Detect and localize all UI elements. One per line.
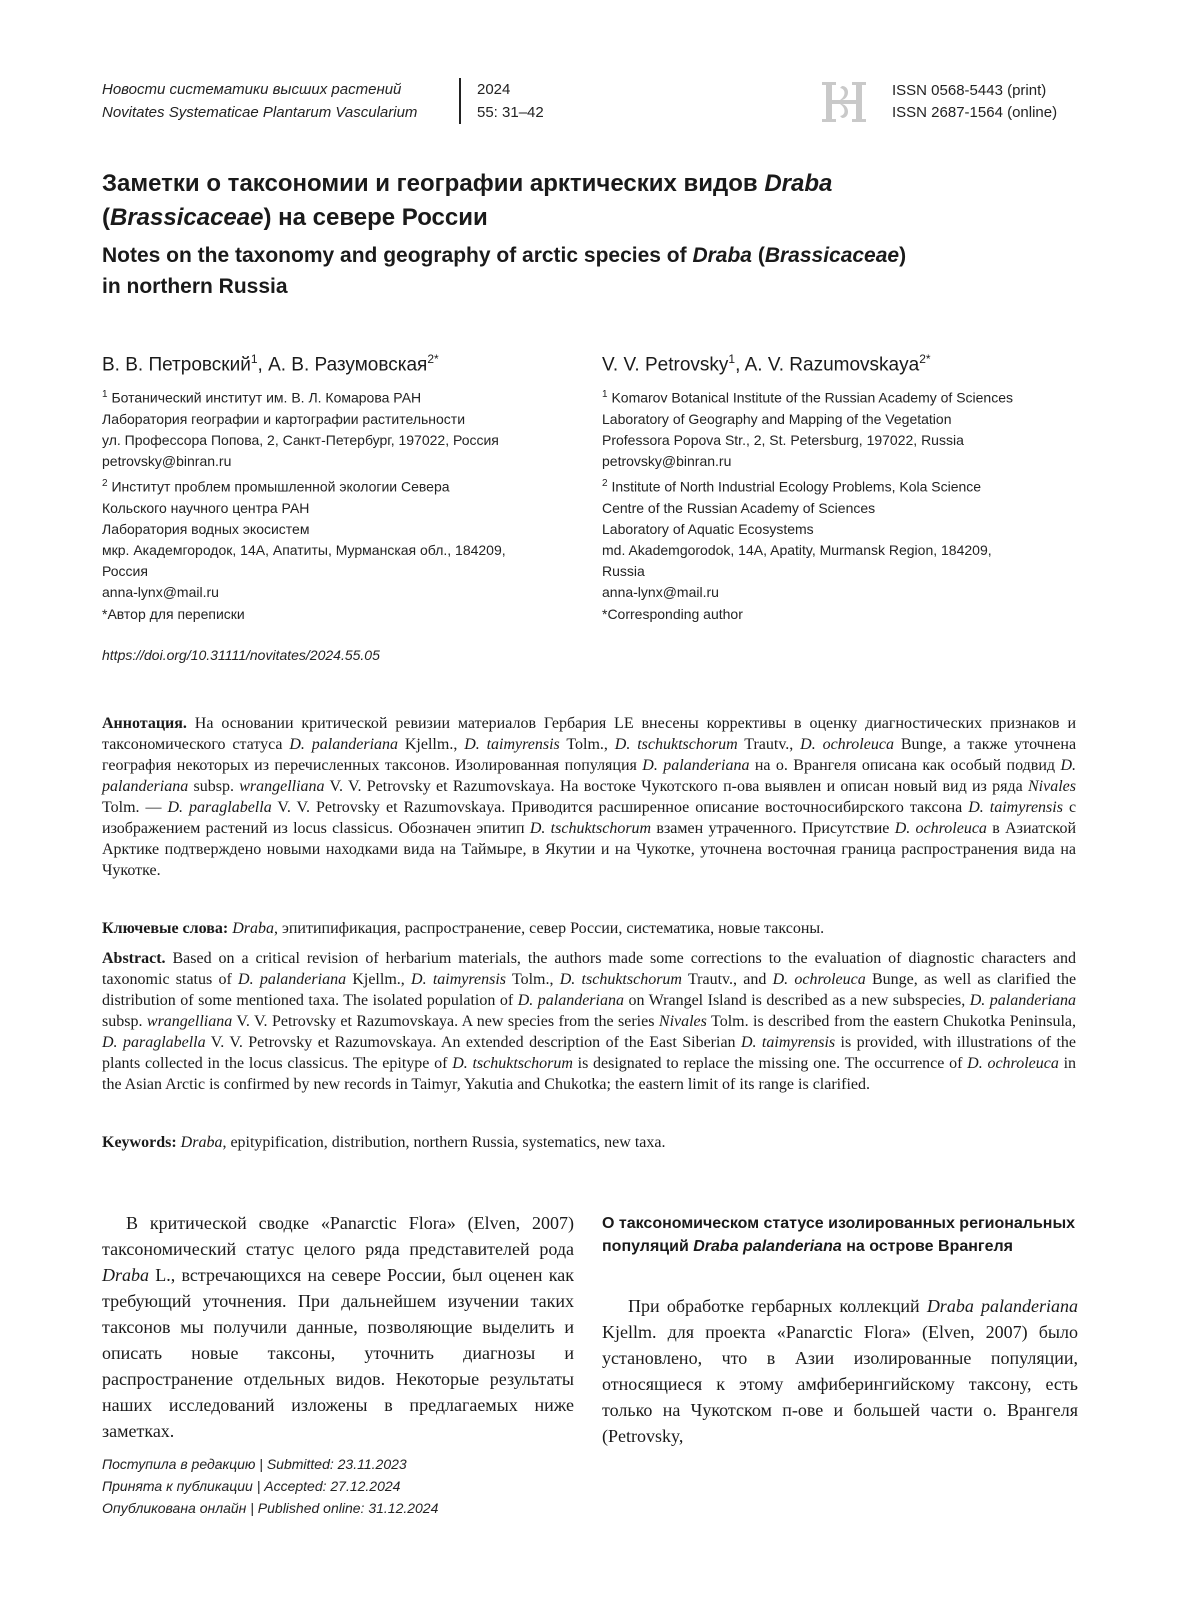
keywords-english: Keywords: Draba, epitypification, distribution, northern Russia, systematics, new taxa.: [102, 1134, 666, 1151]
authors-russian: В. В. Петровский$^1$, А. В. Разумовская$^{2*}$: [102, 352, 439, 376]
date-submitted: Поступила в редакцию | Submitted: 23.11.2023: [102, 1456, 407, 1472]
section-heading: О таксономическом статусе изолированных региональных популяций Draba palanderiana на острове Врангеля: [602, 1215, 1076, 1255]
corresponding-author-note-russian: *Автор для переписки: [102, 606, 245, 622]
annotation-russian: Аннотация. На основании критической ревизии материалов Гербария LE внесены коррективы в оценку диагностических признаков и таксономического статуса D. palanderiana Kjellm., D. taimyrensis Tolm., D. tschuktschorum Trautv., D. ochroleuca Bunge, а также уточнена география некоторых из перечисленных таксонов. Изолированная популяция D. palanderiana на о. Врангеля описана как особый подвид D. palanderiana subsp. wrangelliana V. V. Petrovsky et Razumovskaya. На востоке Чукотского п-ова выявлен и описан новый вид из ряда Nivales Tolm. — D. paraglabella V. V. Petrovsky et Razumovskaya. Приводится расширенное описание восточносибирского таксона D. taimyrensis с изображением растений из locus classicus. Обозначен эпитип D. tschuktschorum взамен утраченного. Присутствие D. ochroleuca в Азиатской Арктике подтверждено новыми находками вида на Таймыре, в Якутии и на Чукотке, уточнена восточная граница распространения вида на Чукотке.: [102, 715, 1077, 879]
email-link[interactable]: anna-lynx@mail.ru: [602, 583, 719, 600]
affiliation-1-english: $^1$ Komarov Botanical Institute of the Russian Academy of Sciences Laboratory of Geography and Mapping of the Vegetation Professora Popova Str., 2, St. Petersburg, 197022, Russia petrovsky@binran.ru: [602, 384, 1013, 472]
intro-paragraph: В критической сводке «Panarctic Flora» (Elven, 2007) таксономический статус целого ряда представителей рода Draba L., встречающихся на севере России, был оценен как требующий уточнения. При дальнейшем изучении таких таксонов мы получили данные, позволяющие выделить и описать новые таксоны, уточнить диагнозы и распространение отдельных видов. Некоторые результаты наших исследований изложены в предлагаемых ниже заметках.: [102, 1213, 574, 1441]
issn-online: ISSN 2687-1564 (online): [892, 104, 1058, 121]
year: 2024: [477, 81, 511, 98]
header-divider: [459, 78, 461, 124]
journal-name-ru: Новости систематики высших растений: [102, 81, 402, 98]
journal-logo-icon: [820, 78, 876, 126]
pages: 55: 31–42: [477, 104, 544, 121]
doi-link[interactable]: https://doi.org/10.31111/novitates/2024.55.05: [102, 647, 380, 663]
journal-header: [102, 78, 1082, 128]
publication-dates: [102, 1453, 438, 1519]
title-russian: Заметки о таксономии и географии арктических видов Draba (Brassicaceae) на севере России: [102, 170, 833, 231]
email-link[interactable]: petrovsky@binran.ru: [102, 452, 232, 469]
email-link[interactable]: petrovsky@binran.ru: [602, 452, 732, 469]
authors-english: V. V. Petrovsky$^1$, A. V. Razumovskaya$^{2*}$: [602, 352, 931, 376]
corresponding-author-note-english: *Corresponding author: [602, 606, 743, 622]
affiliation-1-russian: $^1$ Ботанический институт им. В. Л. Комарова РАН Лаборатория географии и картографии растительности ул. Профессора Попова, 2, Санкт-Петербург, 197022, Россия petrovsky@binran.ru: [102, 384, 499, 472]
journal-name: [102, 78, 417, 124]
keywords-russian: Ключевые слова: Draba, эпитипификация, распространение, север России, систематика, новые таксоны.: [102, 920, 825, 937]
section-paragraph: При обработке гербарных коллекций Draba palanderiana Kjellm. для проекта «Panarctic Flora» (Elven, 2007) было установлено, что в Азии изолированные популяции, относящиеся к этому амфиберингийскому таксону, есть только на Чукотском п-ове и большей части о. Врангеля (Petrovsky,: [602, 1296, 1078, 1446]
issn-block: [892, 80, 1057, 124]
affiliation-2-russian: $^2$ Институт проблем промышленной экологии Севера Кольского научного центра РАН Лаборатория водных экосистем мкр. Академгородок, 14А, Апатиты, Мурманская обл., 184209, Россия anna-lynx@mail.ru: [102, 473, 506, 603]
volume-info: [477, 78, 544, 124]
issn-print: ISSN 0568-5443 (print): [892, 82, 1047, 99]
affiliation-2-english: $^2$ Institute of North Industrial Ecology Problems, Kola Science Centre of the Russian Academy of Sciences Laboratory of Aquatic Ecosystems md. Akademgorodok, 14A, Apatity, Murmansk Region, 184209, Russia anna-lynx@mail.ru: [602, 473, 992, 603]
journal-name-en: Novitates Systematicae Plantarum Vascularium: [102, 104, 418, 121]
title-english: Notes on the taxonomy and geography of arctic species of Draba (Brassicaceae) in northern Russia: [102, 244, 907, 298]
date-published: Опубликована онлайн | Published online: 31.12.2024: [102, 1500, 439, 1516]
abstract-english: Abstract. Based on a critical revision of herbarium materials, the authors made some corrections to the evaluation of diagnostic characters and taxonomic status of D. palanderiana Kjellm., D. taimyrensis Tolm., D. tschuktschorum Trautv., and D. ochroleuca Bunge, as well as clarified the distribution of some mentioned taxa. The isolated population of D. palanderiana on Wrangel Island is described as a new subspecies, D. palanderiana subsp. wrangelliana V. V. Petrovsky et Razumovskaya. A new species from the series Nivales Tolm. is described from the eastern Chukotka Peninsula, D. paraglabella V. V. Petrovsky et Razumovskaya. An extended description of the East Siberian D. taimyrensis is provided, with illustrations of the plants collected in the locus classicus. The epitype of D. tschuktschorum is designated to replace the missing one. The occurrence of D. ochroleuca in the Asian Arctic is confirmed by new records in Taimyr, Yakutia and Chukotka; the eastern limit of its range is clarified.: [102, 950, 1077, 1093]
date-accepted: Принята к публикации | Accepted: 27.12.2024: [102, 1478, 401, 1494]
email-link[interactable]: anna-lynx@mail.ru: [102, 583, 219, 600]
